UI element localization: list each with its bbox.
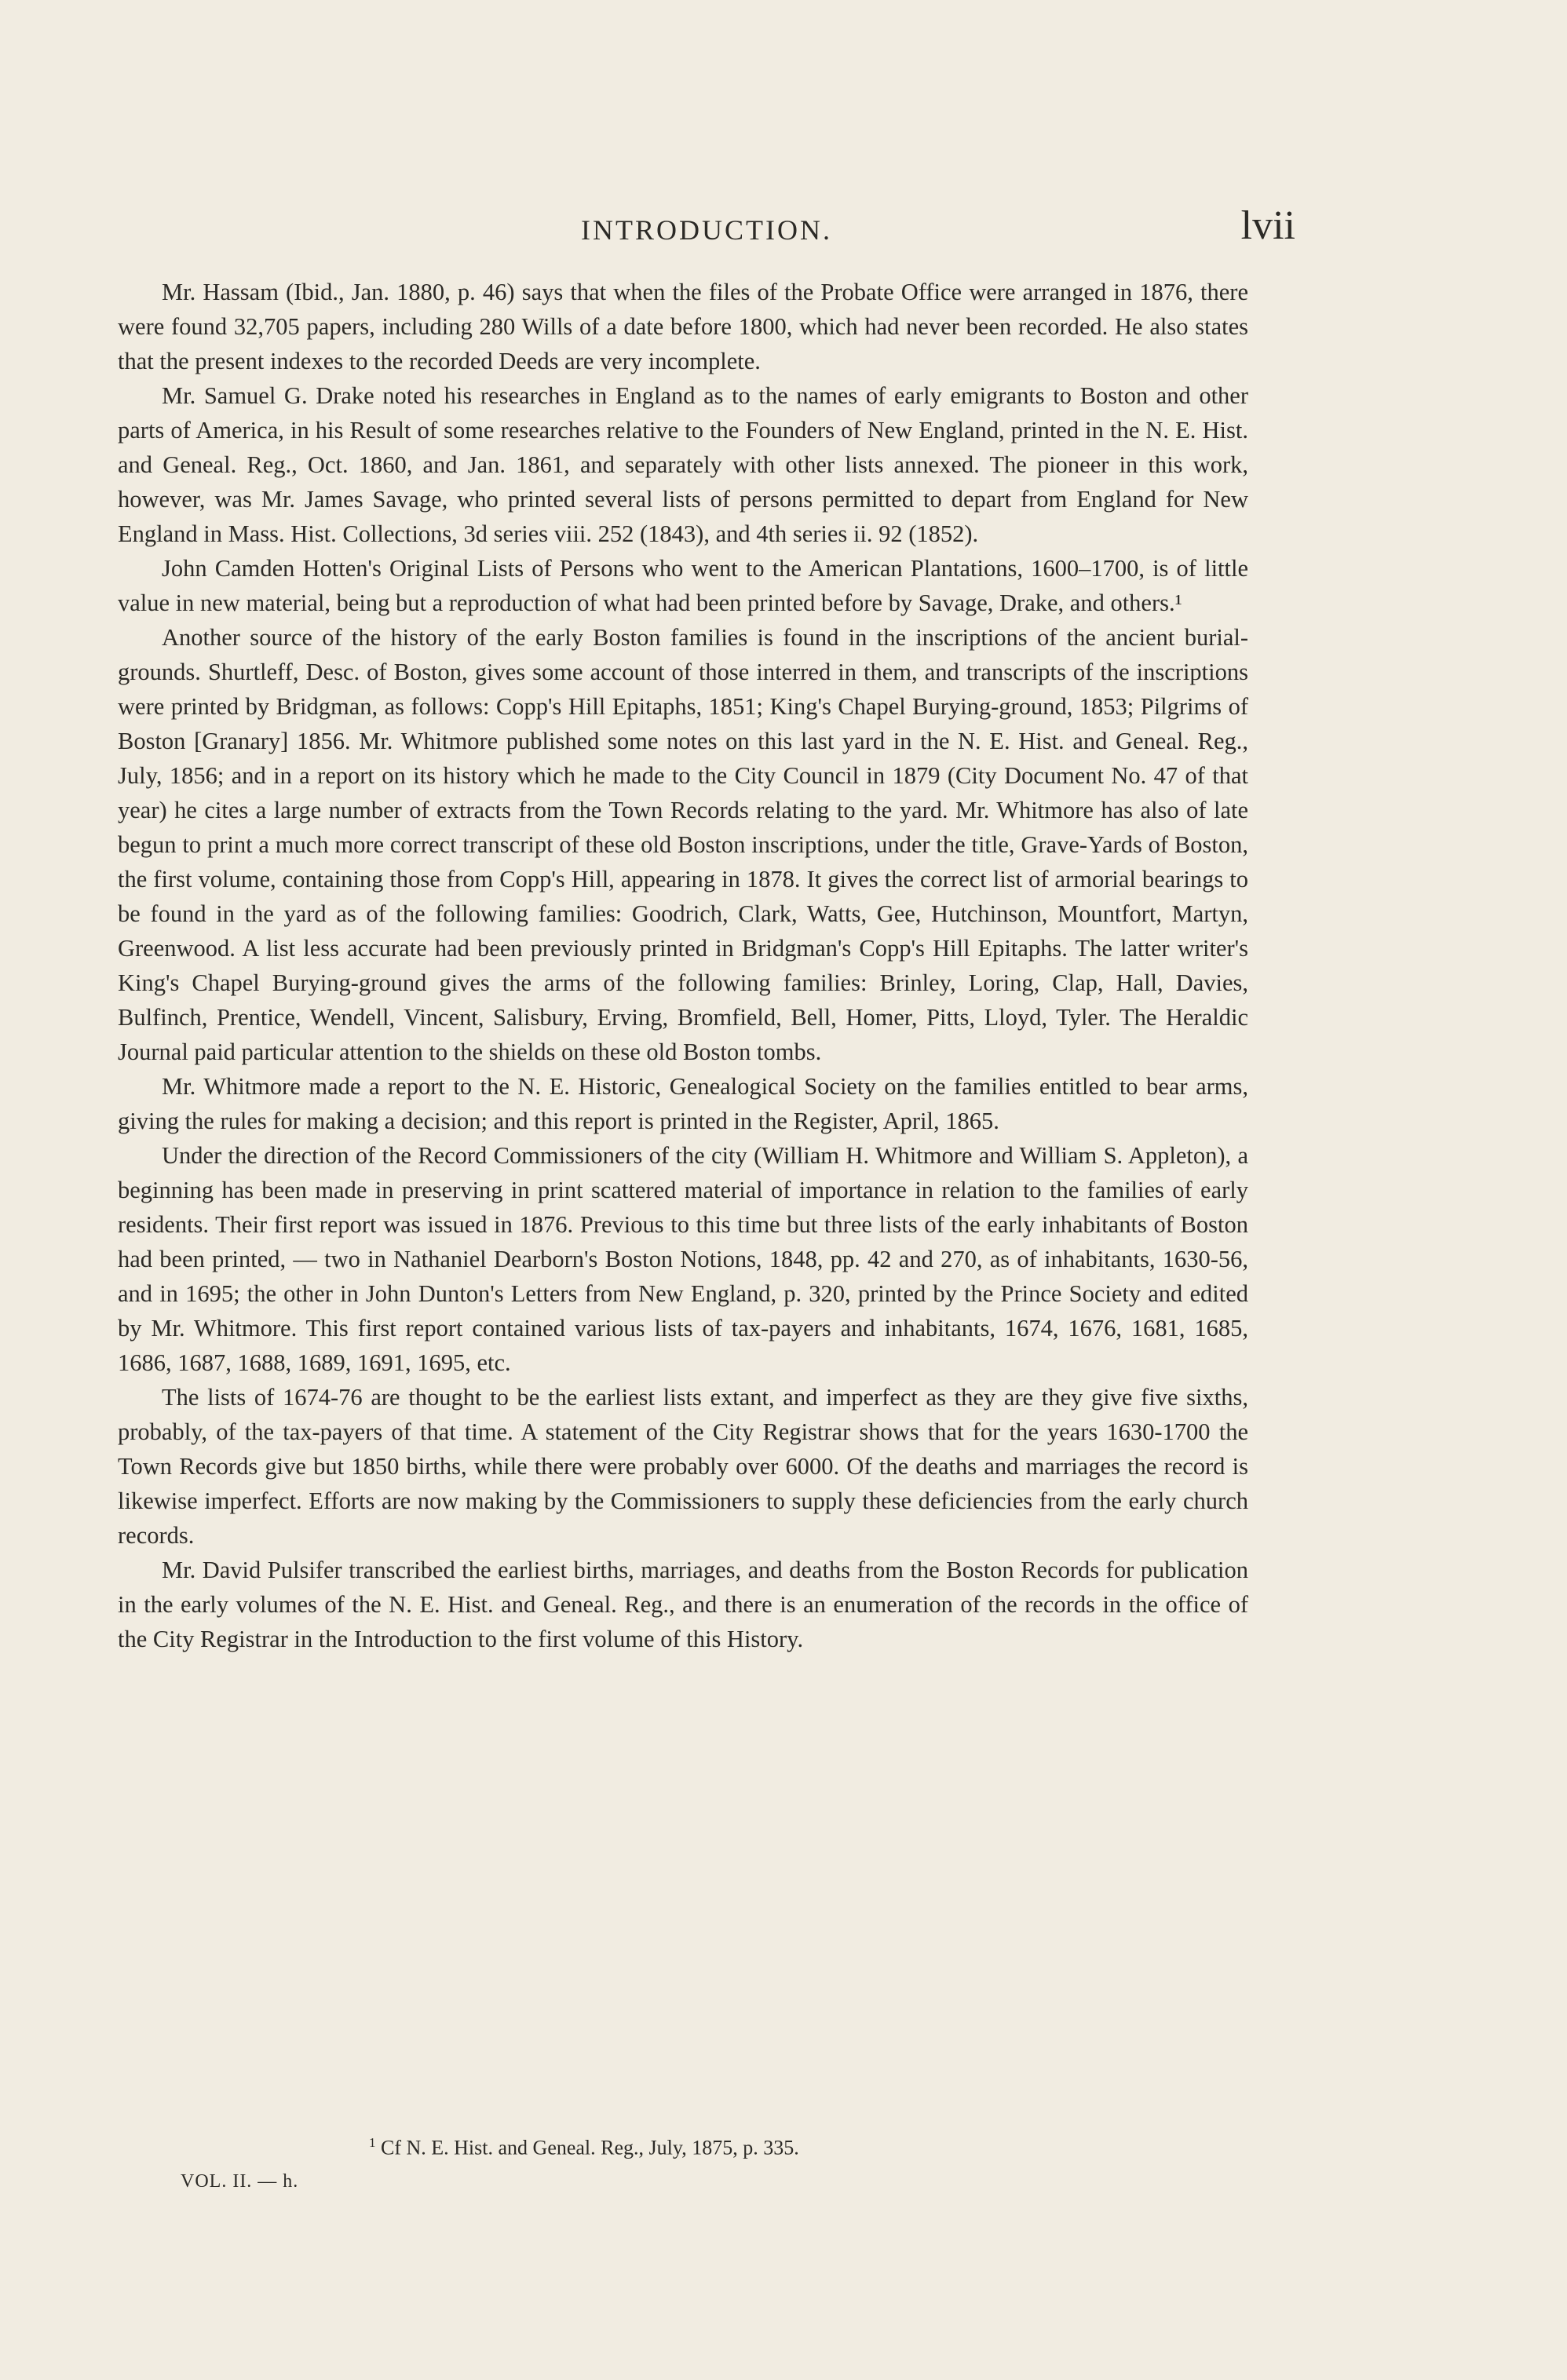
paragraph: Mr. David Pulsifer transcribed the earliest births, marriages, and deaths from the Boston Records for publication in the early volumes of the N. E. Hist. and Geneal. Reg., and there is an enumeration of the records in the office of the City Registrar in the Introduction to the first volume of this History. — [118, 1557, 1248, 1652]
paragraph: Another source of the history of the early Boston families is found in the inscriptions of the ancient burial-grounds. Shurtleff, Desc. of Boston, gives some account of those interred in them, and transcripts of the inscriptions were printed by Bridgman, as follows: Copp's Hill Epitaphs, 1851; King's Chapel Burying-ground, 1853; Pilgrims of Boston [Granary] 1856. Mr. Whitmore published some notes on this last yard in the N. E. Hist. and Geneal. Reg., July, 1856; and in a report on its history which he made to the City Council in 1879 (City Document No. 47 of that year) he cites a large number of extracts from the Town Records relating to the yard. Mr. Whitmore has also of late begun to print a much more correct transcript of these old Boston inscriptions, under the title, Grave-Yards of Boston, the first volume, containing those from Copp's Hill, appearing in 1878. It gives the correct list of armorial bearings to be found in the yard as of the following families: Goodrich, Clark, Watts, Gee, Hutchinson, Mountfort, Martyn, Greenwood. A list less accurate had been previously printed in Bridgman's Copp's Hill Epitaphs. The latter writer's King's Chapel Burying-ground gives the arms of the following families: Brinley, Loring, Clap, Hall, Davies, Bulfinch, Prentice, Wendell, Vincent, Salisbury, Erving, Bromfield, Bell, Homer, Pitts, Lloyd, Tyler. The Heraldic Journal paid particular attention to the shields on these old Boston tombs. — [118, 624, 1248, 1065]
paragraph: Under the direction of the Record Commissioners of the city (William H. Whitmore and William S. Appleton), a beginning has been made in preserving in print scattered material of importance in relation to the families of early residents. Their first report was issued in 1876. Previous to this time but three lists of the early inhabitants of Boston had been printed, — two in Nathaniel Dearborn's Boston Notions, 1848, pp. 42 and 270, as of inhabitants, 1630-56, and in 1695; the other in John Dunton's Letters from New England, p. 320, printed by the Prince Society and edited by Mr. Whitmore. This first report contained various lists of tax-payers and inhabitants, 1674, 1676, 1681, 1685, 1686, 1687, 1688, 1689, 1691, 1695, etc. — [118, 1142, 1248, 1376]
paragraph: Mr. Hassam (Ibid., Jan. 1880, p. 46) says that when the files of the Probate Office were arranged in 1876, there were found 32,705 papers, including 280 Wills of a date before 1800, which had never been recorded. He also states that the present indexes to the recorded Deeds are very incomplete. — [118, 279, 1248, 374]
body-text — [118, 275, 1248, 1656]
running-header — [118, 203, 1295, 257]
paragraph: Mr. Samuel G. Drake noted his researches in England as to the names of early emigrants to Boston and other parts of America, in his Result of some researches relative to the Founders of New England, printed in the N. E. Hist. and Geneal. Reg., Oct. 1860, and Jan. 1861, and separately with other lists annexed. The pioneer in this work, however, was Mr. James Savage, who printed several lists of persons permitted to depart from England for New England in Mass. Hist. Collections, 3d series viii. 252 (1843), and 4th series ii. 92 (1852). — [118, 382, 1248, 547]
paragraph: John Camden Hotten's Original Lists of Persons who went to the American Plantations, 1600–1700, is of little value in new material, being but a reproduction of what had been printed before by Savage, Drake, and others.¹ — [118, 555, 1248, 616]
page-number: lvii — [1240, 203, 1295, 248]
paragraph: Mr. Whitmore made a report to the N. E. Historic, Genealogical Society on the families entitled to bear arms, giving the rules for making a decision; and this report is printed in the Register, April, 1865. — [118, 1073, 1248, 1134]
header-title: INTRODUCTION. — [581, 214, 832, 246]
signature-mark: VOL. II. — h. — [181, 2171, 299, 2192]
footnote-marker: 1 — [369, 2135, 376, 2150]
paragraph: The lists of 1674-76 are thought to be the earliest lists extant, and imperfect as they are they give five sixths, probably, of the tax-payers of that time. A statement of the City Registrar shows that for the years 1630-1700 the Town Records give but 1850 births, while there were probably over 6000. Of the deaths and marriages the record is likewise imperfect. Efforts are now making by the Commissioners to supply these deficiencies from the early church records. — [118, 1384, 1248, 1549]
footnote-text: Cf N. E. Hist. and Geneal. Reg., July, 1875, p. 335. — [381, 2136, 799, 2159]
footnote — [369, 2135, 799, 2160]
